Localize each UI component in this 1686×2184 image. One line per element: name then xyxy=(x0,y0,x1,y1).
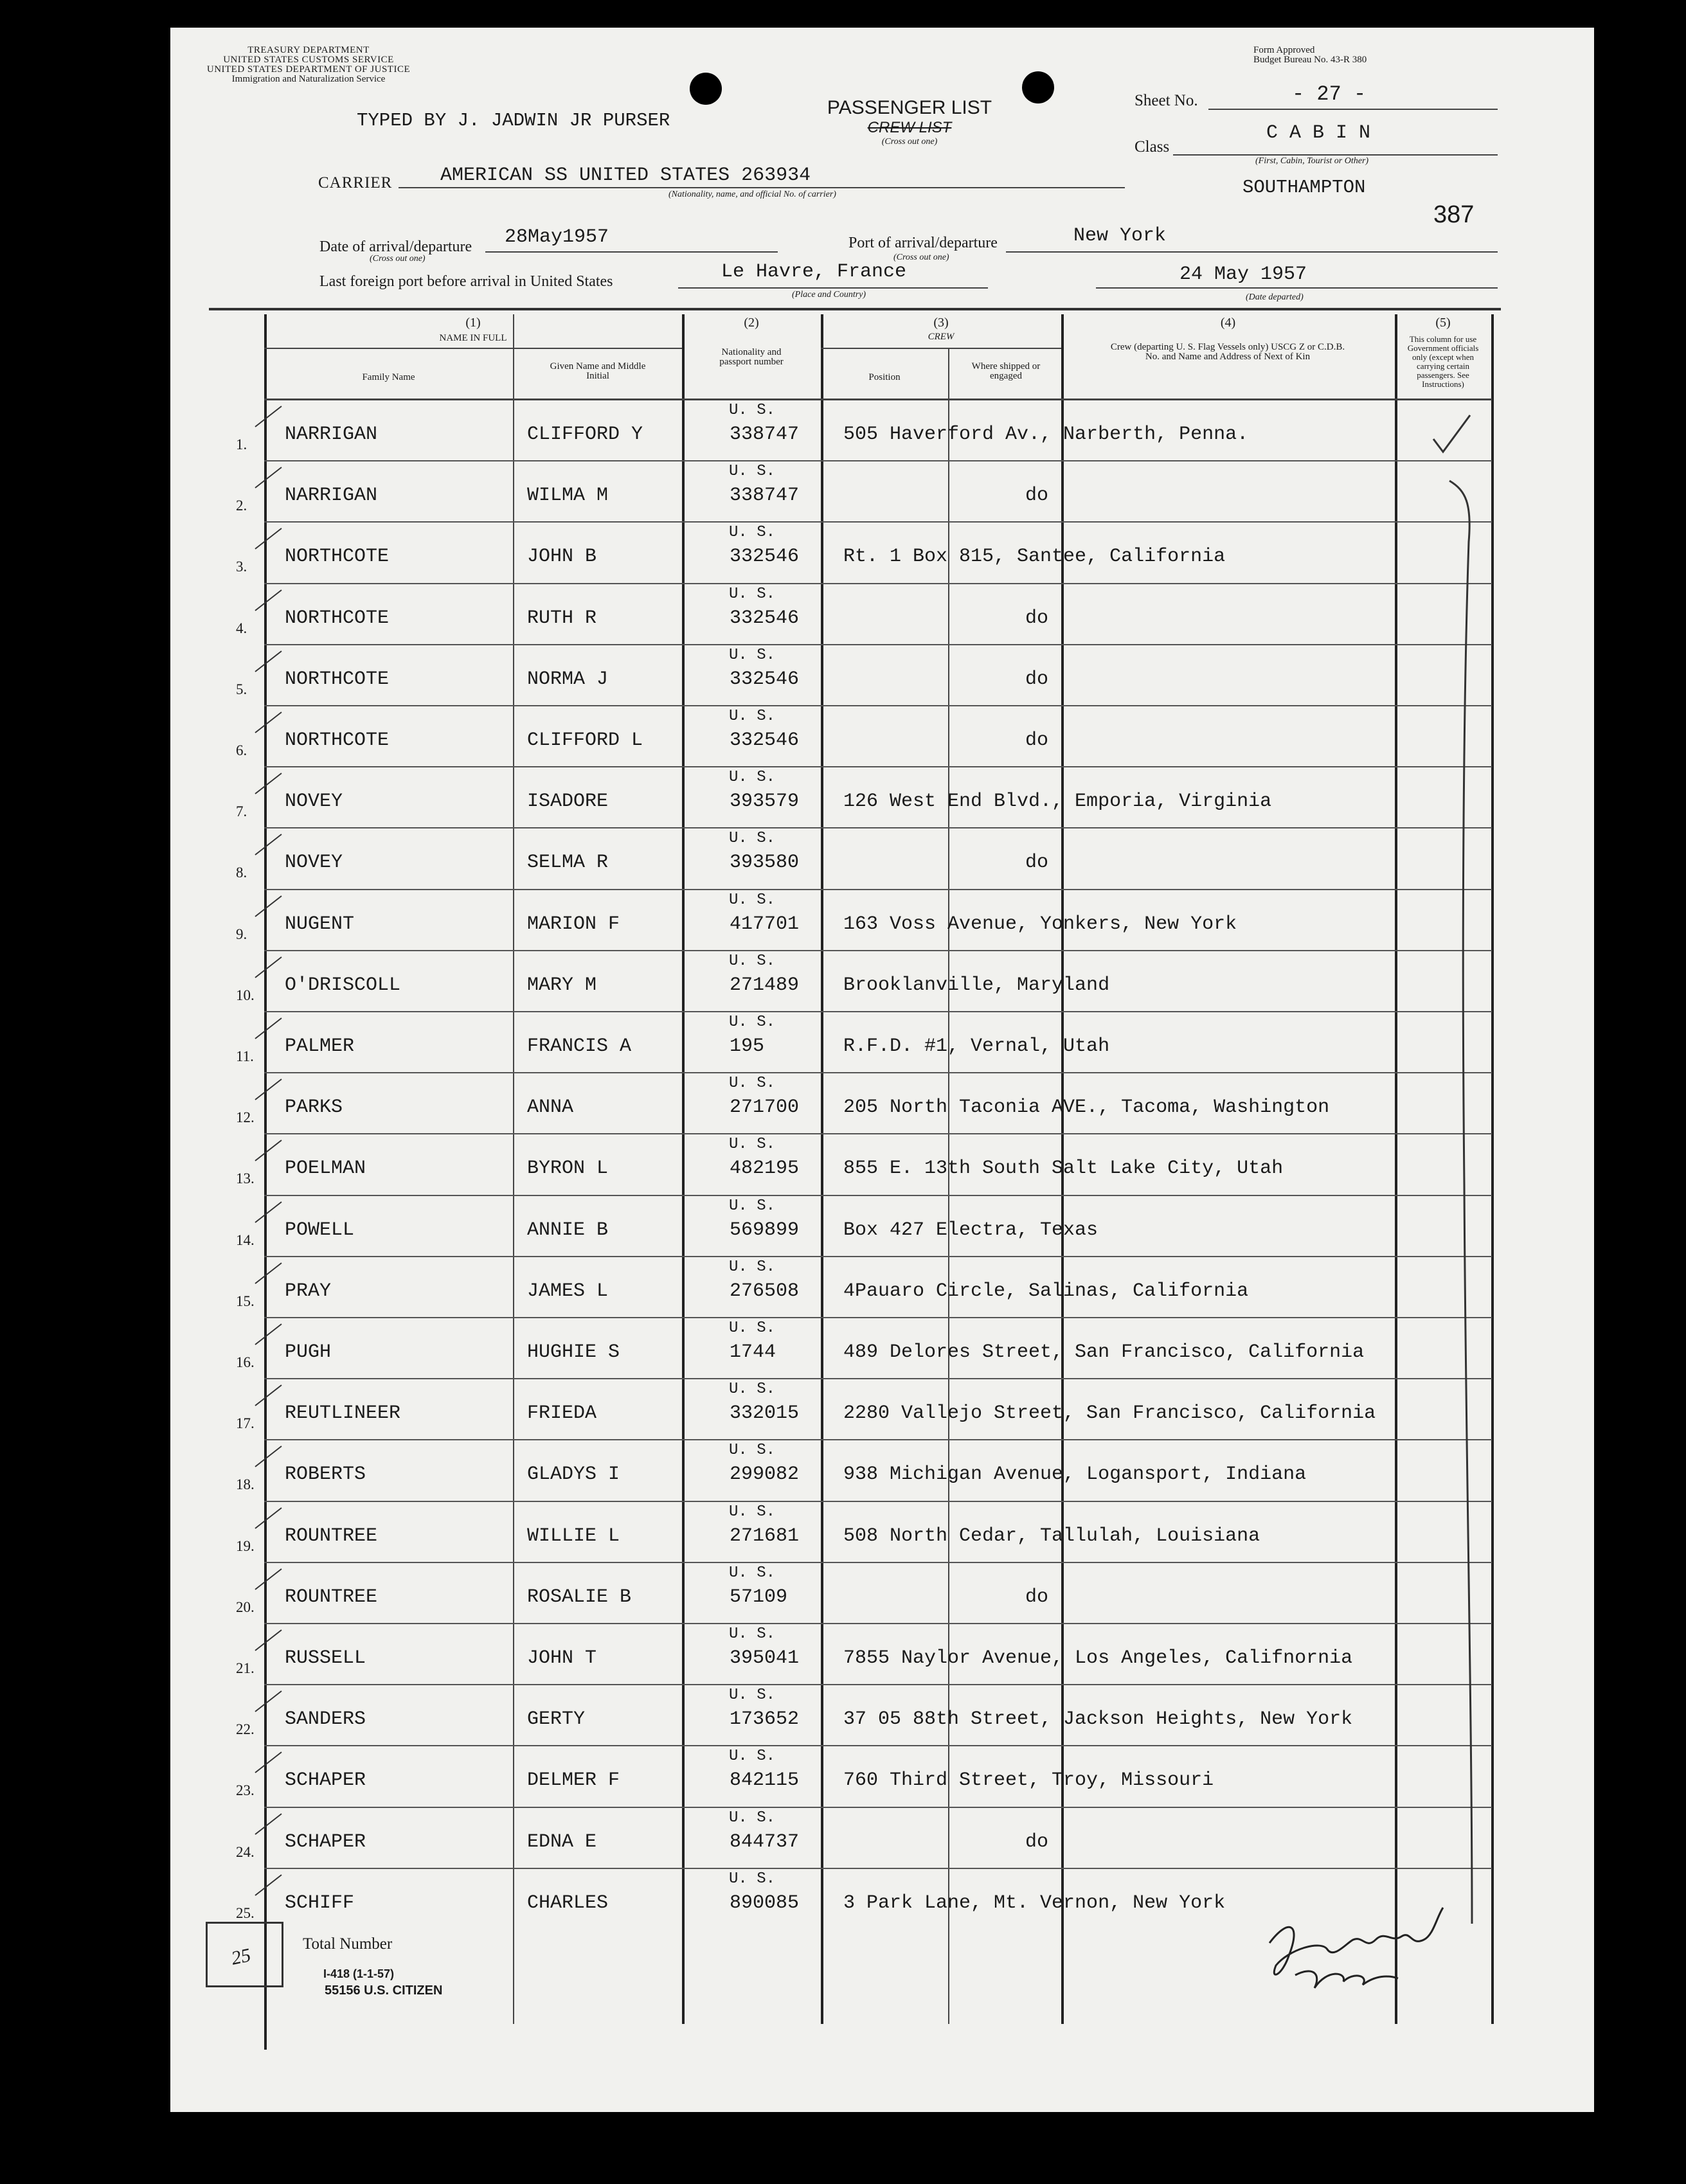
family-name: NORTHCOTE xyxy=(285,668,390,690)
nationality: U. S. xyxy=(728,585,775,603)
row-check-tick xyxy=(255,956,282,978)
family-name: ROUNTREE xyxy=(285,1586,378,1608)
nationality: U. S. xyxy=(728,1809,775,1827)
passport-number: 844737 xyxy=(730,1830,800,1853)
given-name: MARION F xyxy=(527,913,620,935)
nationality: U. S. xyxy=(728,402,775,419)
next-of-kin-address: 37 05 88th Street, Jackson Heights, New York xyxy=(843,1708,1353,1731)
row-number: 14. xyxy=(236,1231,255,1248)
nationality: U. S. xyxy=(728,524,775,542)
row-number: 25. xyxy=(236,1904,255,1921)
family-name: NOVEY xyxy=(285,791,343,813)
row-number: 2. xyxy=(236,497,247,514)
nationality: U. S. xyxy=(728,463,775,481)
col1-title: NAME IN FULL xyxy=(439,333,507,343)
row-check-tick xyxy=(255,1874,282,1896)
given-name: JOHN T xyxy=(527,1647,597,1669)
row-check-tick xyxy=(255,406,282,427)
given-name: CLIFFORD L xyxy=(527,729,643,751)
family-name: ROUNTREE xyxy=(285,1525,378,1547)
next-of-kin-address: 2280 Vallejo Street, San Francisco, California xyxy=(843,1402,1376,1425)
nationality: U. S. xyxy=(728,646,775,664)
row-number: 22. xyxy=(236,1721,255,1738)
row-number: 9. xyxy=(236,926,247,942)
row-check-tick xyxy=(255,1262,282,1284)
address-ditto: do xyxy=(1025,852,1049,874)
col1a-title: Family Name xyxy=(362,372,415,382)
row-number: 20. xyxy=(236,1598,255,1615)
row-check-tick xyxy=(255,528,282,550)
origin-port: SOUTHAMPTON xyxy=(1242,177,1366,198)
passport-number: 1744 xyxy=(730,1341,776,1363)
given-name: MARY M xyxy=(527,974,597,996)
next-of-kin-address: Brooklanville, Maryland xyxy=(843,974,1110,996)
row-number: 5. xyxy=(236,681,247,697)
row-check-tick xyxy=(255,1568,282,1590)
list-title-block xyxy=(813,97,1006,147)
nationality: U. S. xyxy=(728,769,775,787)
next-of-kin-address: Box 427 Electra, Texas xyxy=(843,1219,1099,1241)
nationality: U. S. xyxy=(728,1503,775,1521)
row-check-tick xyxy=(255,773,282,794)
port-label: Port of arrival/departure xyxy=(848,235,998,251)
passport-number: 569899 xyxy=(730,1219,800,1241)
row-divider xyxy=(264,521,1492,523)
passport-number: 393580 xyxy=(730,852,800,874)
passport-number: 417701 xyxy=(730,913,800,935)
row-check-tick xyxy=(255,895,282,917)
row-divider xyxy=(264,1133,1492,1134)
col4-number: (4) xyxy=(1220,316,1236,330)
next-of-kin-address: 4Pauaro Circle, Salinas, California xyxy=(843,1280,1249,1302)
row-check-tick xyxy=(255,1201,282,1223)
family-name: NOVEY xyxy=(285,852,343,874)
row-check-tick xyxy=(255,1752,282,1774)
family-name: NORTHCOTE xyxy=(285,729,390,751)
family-name: O'DRISCOLL xyxy=(285,974,401,996)
passport-number: 271489 xyxy=(730,974,800,996)
row-check-tick xyxy=(255,650,282,672)
row-number: 19. xyxy=(236,1537,255,1554)
given-name: FRANCIS A xyxy=(527,1035,632,1057)
table-top-rule xyxy=(209,308,1501,310)
sheet-label: Sheet No. xyxy=(1134,92,1198,109)
col2-number: (2) xyxy=(744,316,759,330)
nationality: U. S. xyxy=(728,1870,775,1888)
col2-title: Nationality and passport number xyxy=(719,347,784,367)
passenger-list-sheet xyxy=(170,28,1594,2112)
given-name: CLIFFORD Y xyxy=(527,424,643,445)
carrier-value: AMERICAN SS UNITED STATES 263934 xyxy=(440,165,811,186)
col5-number: (5) xyxy=(1435,316,1451,330)
col3-title: CREW xyxy=(928,332,955,342)
date-departed-value: 24 May 1957 xyxy=(1179,264,1307,285)
passport-number: 271700 xyxy=(730,1096,800,1119)
family-name: NORTHCOTE xyxy=(285,607,390,629)
given-name: NORMA J xyxy=(527,668,609,690)
given-name: WILLIE L xyxy=(527,1525,620,1547)
nationality: U. S. xyxy=(728,708,775,725)
family-name: POELMAN xyxy=(285,1158,366,1180)
row-number: 8. xyxy=(236,864,247,881)
row-number: 18. xyxy=(236,1476,255,1493)
given-name: GERTY xyxy=(527,1708,586,1731)
row-number: 15. xyxy=(236,1293,255,1309)
row-check-tick xyxy=(255,1507,282,1529)
row-divider xyxy=(264,705,1492,706)
row-divider xyxy=(264,1317,1492,1318)
row-check-tick xyxy=(255,1629,282,1651)
family-name: ROBERTS xyxy=(285,1463,366,1486)
given-name: EDNA E xyxy=(527,1830,597,1853)
passport-number: 299082 xyxy=(730,1463,800,1486)
given-name: HUGHIE S xyxy=(527,1341,620,1363)
col3b-title: Where shipped or engaged xyxy=(971,361,1041,381)
class-value: C A B I N xyxy=(1266,122,1371,144)
passport-number: 57109 xyxy=(730,1586,788,1608)
nationality: U. S. xyxy=(728,1075,775,1093)
row-number: 11. xyxy=(236,1048,254,1064)
address-ditto: do xyxy=(1025,729,1049,751)
row-divider xyxy=(264,1684,1492,1685)
address-ditto: do xyxy=(1025,485,1049,507)
nationality: U. S. xyxy=(728,1197,775,1215)
passport-number: 393579 xyxy=(730,791,800,813)
agency-line: UNITED STATES CUSTOMS SERVICE xyxy=(223,55,394,65)
row-number: 3. xyxy=(236,559,247,575)
passport-number: 332546 xyxy=(730,668,800,690)
next-of-kin-address: R.F.D. #1, Vernal, Utah xyxy=(843,1035,1110,1057)
row-check-tick xyxy=(255,589,282,611)
given-name: ISADORE xyxy=(527,791,609,813)
col1b-title: Given Name and Middle Initial xyxy=(550,361,646,381)
row-check-tick xyxy=(255,1323,282,1345)
col3-number: (3) xyxy=(933,316,949,330)
row-divider xyxy=(264,460,1492,461)
nationality: U. S. xyxy=(728,1564,775,1582)
agency-line: TREASURY DEPARTMENT xyxy=(247,45,370,55)
punch-hole-left xyxy=(690,73,722,105)
row-check-tick xyxy=(255,1384,282,1406)
passport-number: 332546 xyxy=(730,546,800,568)
budget-bureau-line: Budget Bureau No. 43-R 380 xyxy=(1253,55,1367,65)
next-of-kin-address: 205 North Taconia AVE., Tacoma, Washington xyxy=(843,1096,1330,1119)
row-number: 12. xyxy=(236,1109,255,1126)
row-divider xyxy=(264,950,1492,951)
passport-number: 332546 xyxy=(730,729,800,751)
col5-title: This column for use Government officials only (except when carrying certain passengers. See Instructions) xyxy=(1407,334,1479,389)
row-check-tick xyxy=(255,1140,282,1162)
form-approved xyxy=(1253,46,1367,65)
row-number: 16. xyxy=(236,1354,255,1370)
address-ditto: do xyxy=(1025,1830,1049,1853)
row-number: 24. xyxy=(236,1843,255,1860)
family-name: REUTLINEER xyxy=(285,1402,401,1425)
passport-number: 195 xyxy=(730,1035,765,1057)
given-name: ROSALIE B xyxy=(527,1586,632,1608)
family-name: POWELL xyxy=(285,1219,355,1241)
passport-number: 890085 xyxy=(730,1892,800,1914)
col4-title: Crew (departing U. S. Flag Vessels only) USCG Z or C.D.B. No. and Name and Address of Next of Kin xyxy=(1110,342,1345,362)
family-name: PRAY xyxy=(285,1280,332,1302)
family-name: PARKS xyxy=(285,1096,343,1119)
next-of-kin-address: 126 West End Blvd., Emporia, Virginia xyxy=(843,791,1272,813)
row-divider xyxy=(264,1072,1492,1073)
punch-hole-right xyxy=(1022,71,1054,103)
given-name: JAMES L xyxy=(527,1280,609,1302)
row-divider xyxy=(264,766,1492,767)
row-number: 21. xyxy=(236,1660,255,1676)
next-of-kin-address: 760 Third Street, Troy, Missouri xyxy=(843,1769,1214,1792)
given-name: ANNIE B xyxy=(527,1219,609,1241)
date-value: 28May1957 xyxy=(505,226,609,248)
nationality: U. S. xyxy=(728,891,775,909)
address-ditto: do xyxy=(1025,1586,1049,1608)
nationality: U. S. xyxy=(728,1381,775,1399)
agency-line: Immigration and Naturalization Service xyxy=(231,74,386,84)
col1-number: (1) xyxy=(465,316,481,330)
row-number: 6. xyxy=(236,742,247,758)
nationality: U. S. xyxy=(728,1625,775,1643)
passport-number: 276508 xyxy=(730,1280,800,1302)
row-number: 1. xyxy=(236,436,247,452)
form-approved-line: Form Approved xyxy=(1253,45,1315,55)
passport-number: 332546 xyxy=(730,607,800,629)
family-name: SCHIFF xyxy=(285,1892,355,1914)
given-name: CHARLES xyxy=(527,1892,609,1914)
row-number: 7. xyxy=(236,803,247,820)
family-name: NORTHCOTE xyxy=(285,546,390,568)
family-name: SCHAPER xyxy=(285,1769,366,1792)
cross-out-note: (Cross out one) xyxy=(881,137,938,147)
row-divider xyxy=(264,1745,1492,1746)
given-name: DELMER F xyxy=(527,1769,620,1792)
row-divider xyxy=(264,1562,1492,1563)
form-id: I-418 (1-1-57) xyxy=(323,1967,395,1980)
row-divider xyxy=(264,1195,1492,1196)
class-hint: (First, Cabin, Tourist or Other) xyxy=(1255,156,1369,166)
official-checkmark xyxy=(1430,412,1475,457)
date-cross-out: (Cross out one) xyxy=(370,254,426,264)
row-divider xyxy=(264,583,1492,584)
passport-number: 482195 xyxy=(730,1158,800,1180)
address-ditto: do xyxy=(1025,668,1049,690)
nationality: U. S. xyxy=(728,1014,775,1031)
row-check-tick xyxy=(255,1813,282,1835)
next-of-kin-address: 489 Delores Street, San Francisco, California xyxy=(843,1341,1365,1363)
next-of-kin-address: 163 Voss Avenue, Yonkers, New York xyxy=(843,913,1237,935)
nationality: U. S. xyxy=(728,1748,775,1766)
row-check-tick xyxy=(255,467,282,488)
family-name: PUGH xyxy=(285,1341,332,1363)
place-hint: (Place and Country) xyxy=(792,290,866,300)
passport-number: 338747 xyxy=(730,424,800,445)
page-number: 387 xyxy=(1433,201,1475,228)
nationality: U. S. xyxy=(728,1442,775,1460)
given-name: FRIEDA xyxy=(527,1402,597,1425)
row-number: 13. xyxy=(236,1170,255,1187)
family-name: NARRIGAN xyxy=(285,424,378,445)
nationality: U. S. xyxy=(728,1136,775,1154)
next-of-kin-address: 855 E. 13th South Salt Lake City, Utah xyxy=(843,1158,1284,1180)
official-signature xyxy=(1250,1904,1482,2001)
nationality: U. S. xyxy=(728,1320,775,1337)
next-of-kin-address: 508 North Cedar, Tallulah, Louisiana xyxy=(843,1525,1260,1547)
passport-number: 338747 xyxy=(730,485,800,507)
row-check-tick xyxy=(255,1446,282,1468)
nationality: U. S. xyxy=(728,1687,775,1705)
row-divider xyxy=(264,1807,1492,1808)
given-name: ANNA xyxy=(527,1096,574,1119)
row-divider xyxy=(264,1378,1492,1379)
row-number: 10. xyxy=(236,987,255,1003)
address-ditto: do xyxy=(1025,607,1049,629)
typed-by: TYPED BY J. JADWIN JR PURSER xyxy=(357,110,670,131)
next-of-kin-address: 938 Michigan Avenue, Logansport, Indiana xyxy=(843,1463,1307,1486)
given-name: JOHN B xyxy=(527,546,597,568)
row-check-tick xyxy=(255,1017,282,1039)
passport-number: 395041 xyxy=(730,1647,800,1669)
official-vertical-stroke xyxy=(1446,478,1485,1930)
row-divider xyxy=(264,827,1492,828)
carrier-hint: (Nationality, name, and official No. of carrier) xyxy=(668,190,836,199)
next-of-kin-address: 7855 Naylor Avenue, Los Angeles, Califnornia xyxy=(843,1647,1353,1669)
row-divider xyxy=(264,1439,1492,1440)
row-divider xyxy=(264,889,1492,890)
given-name: GLADYS I xyxy=(527,1463,620,1486)
next-of-kin-address: Rt. 1 Box 815, Santee, California xyxy=(843,546,1226,568)
nationality: U. S. xyxy=(728,1258,775,1276)
sheet-number: - 27 - xyxy=(1292,82,1367,106)
passport-number: 842115 xyxy=(730,1769,800,1792)
row-divider xyxy=(264,1011,1492,1012)
row-check-tick xyxy=(255,712,282,733)
carrier-label: CARRIER xyxy=(318,174,393,192)
citizen-stamp: 55156 U.S. CITIZEN xyxy=(325,1983,443,1998)
last-port-value: Le Havre, France xyxy=(721,261,907,283)
next-of-kin-address: 505 Haverford Av., Narberth, Penna. xyxy=(843,424,1249,445)
row-divider xyxy=(264,1868,1492,1869)
date-label: Date of arrival/departure xyxy=(319,238,472,255)
row-number: 17. xyxy=(236,1415,255,1432)
row-number: 23. xyxy=(236,1782,255,1799)
family-name: SANDERS xyxy=(285,1708,366,1731)
row-divider xyxy=(264,1256,1492,1257)
port-cross-out: (Cross out one) xyxy=(893,253,949,262)
crew-list-struck: CREW LIST xyxy=(867,119,952,136)
row-number: 4. xyxy=(236,620,247,636)
agency-line: UNITED STATES DEPARTMENT OF JUSTICE xyxy=(206,64,411,75)
row-check-tick xyxy=(255,834,282,856)
date-departed-hint: (Date departed) xyxy=(1246,292,1304,302)
row-divider xyxy=(264,1623,1492,1624)
given-name: RUTH R xyxy=(527,607,597,629)
row-divider xyxy=(264,644,1492,645)
nationality: U. S. xyxy=(728,952,775,970)
given-name: BYRON L xyxy=(527,1158,609,1180)
list-title: PASSENGER LIST xyxy=(827,97,992,118)
row-check-tick xyxy=(255,1690,282,1712)
col3a-title: Position xyxy=(868,372,901,382)
family-name: NARRIGAN xyxy=(285,485,378,507)
family-name: RUSSELL xyxy=(285,1647,366,1669)
passport-number: 271681 xyxy=(730,1525,800,1547)
row-check-tick xyxy=(255,1079,282,1100)
passport-number: 332015 xyxy=(730,1402,800,1425)
family-name: PALMER xyxy=(285,1035,355,1057)
class-label: Class xyxy=(1134,138,1170,156)
given-name: WILMA M xyxy=(527,485,609,507)
family-name: SCHAPER xyxy=(285,1830,366,1853)
port-value: New York xyxy=(1073,225,1167,247)
passport-number: 173652 xyxy=(730,1708,800,1731)
family-name: NUGENT xyxy=(285,913,355,935)
row-divider xyxy=(264,1501,1492,1502)
last-port-label: Last foreign port before arrival in United States xyxy=(319,273,613,290)
given-name: SELMA R xyxy=(527,852,609,874)
next-of-kin-address: 3 Park Lane, Mt. Vernon, New York xyxy=(843,1892,1226,1914)
total-label: Total Number xyxy=(303,1935,393,1953)
total-value: 25 xyxy=(229,1944,253,1969)
nationality: U. S. xyxy=(728,830,775,848)
agency-block xyxy=(206,46,411,84)
